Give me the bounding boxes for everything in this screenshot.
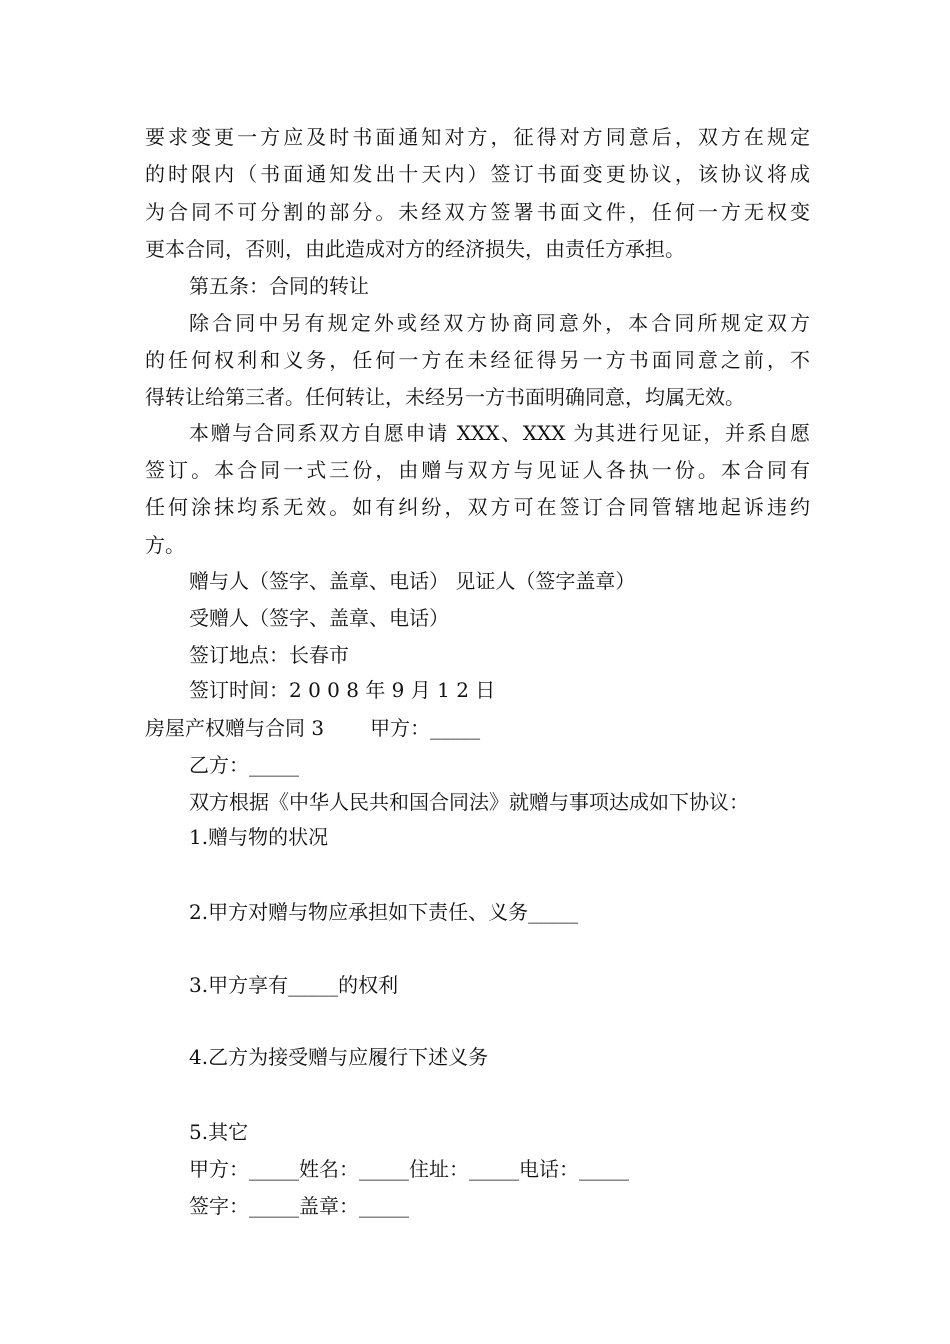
clause-item: 2.甲方对赠与物应承担如下责任、义务_____: [189, 900, 579, 924]
paragraph-line: 的时限内（书面通知发出十天内）签订书面变更协议，该协议将成: [145, 162, 810, 186]
article-heading: 第五条：合同的转让: [189, 274, 369, 298]
contract-title: 房屋产权赠与合同 3: [145, 716, 325, 740]
signing-time: 签订时间：2 0 0 8 年 9 月 1 2 日: [189, 678, 496, 702]
signing-place: 签订地点：长春市: [189, 643, 349, 667]
paragraph-line: 要求变更一方应及时书面通知对方，征得对方同意后，双方在规定: [145, 125, 810, 149]
party-a-line: 甲方：_____: [370, 716, 481, 740]
agreement-intro: 双方根据《中华人民共和国合同法》就赠与事项达成如下协议：: [189, 790, 749, 814]
donor-signature-line: 赠与人（签字、盖章、电话） 见证人（签字盖章）: [189, 569, 636, 593]
party-b-line: 乙方：_____: [189, 753, 299, 777]
contract-title-row: [145, 715, 810, 741]
paragraph-line: 更本合同，否则，由此造成对方的经济损失，由责任方承担。: [145, 237, 685, 261]
donee-signature-line: 受赠人（签字、盖章、电话）: [189, 606, 449, 630]
paragraph-line: 签订。本合同一式三份，由赠与双方与见证人各执一份。本合同有: [145, 458, 810, 482]
paragraph-line: 得转让给第三者。任何转让，未经另一方书面明确同意，均属无效。: [145, 385, 745, 409]
paragraph-line: 为合同不可分割的部分。未经双方签署书面文件，任何一方无权变: [145, 200, 810, 224]
signature-seal-line: 签字：_____盖章：_____: [189, 1194, 409, 1218]
clause-item: 5.其它: [189, 1120, 249, 1144]
paragraph-line: 本赠与合同系双方自愿申请 XXX、XXX 为其进行见证，并系自愿: [189, 421, 810, 445]
paragraph-line: 任何涂抹均系无效。如有纠纷，双方可在签订合同管辖地起诉违约: [145, 495, 810, 519]
party-a-info-line: 甲方：_____姓名：_____住址：_____电话：_____: [189, 1157, 629, 1181]
clause-item: 3.甲方享有_____的权利: [189, 973, 399, 997]
paragraph-line: 除合同中另有规定外或经双方协商同意外，本合同所规定双方: [189, 311, 810, 335]
paragraph-line: 方。: [145, 533, 185, 557]
clause-item: 1.赠与物的状况: [189, 825, 329, 849]
paragraph-line: 的任何权利和义务，任何一方在未经征得另一方书面同意之前，不: [145, 348, 810, 372]
clause-item: 4.乙方为接受赠与应履行下述义务: [189, 1045, 489, 1069]
